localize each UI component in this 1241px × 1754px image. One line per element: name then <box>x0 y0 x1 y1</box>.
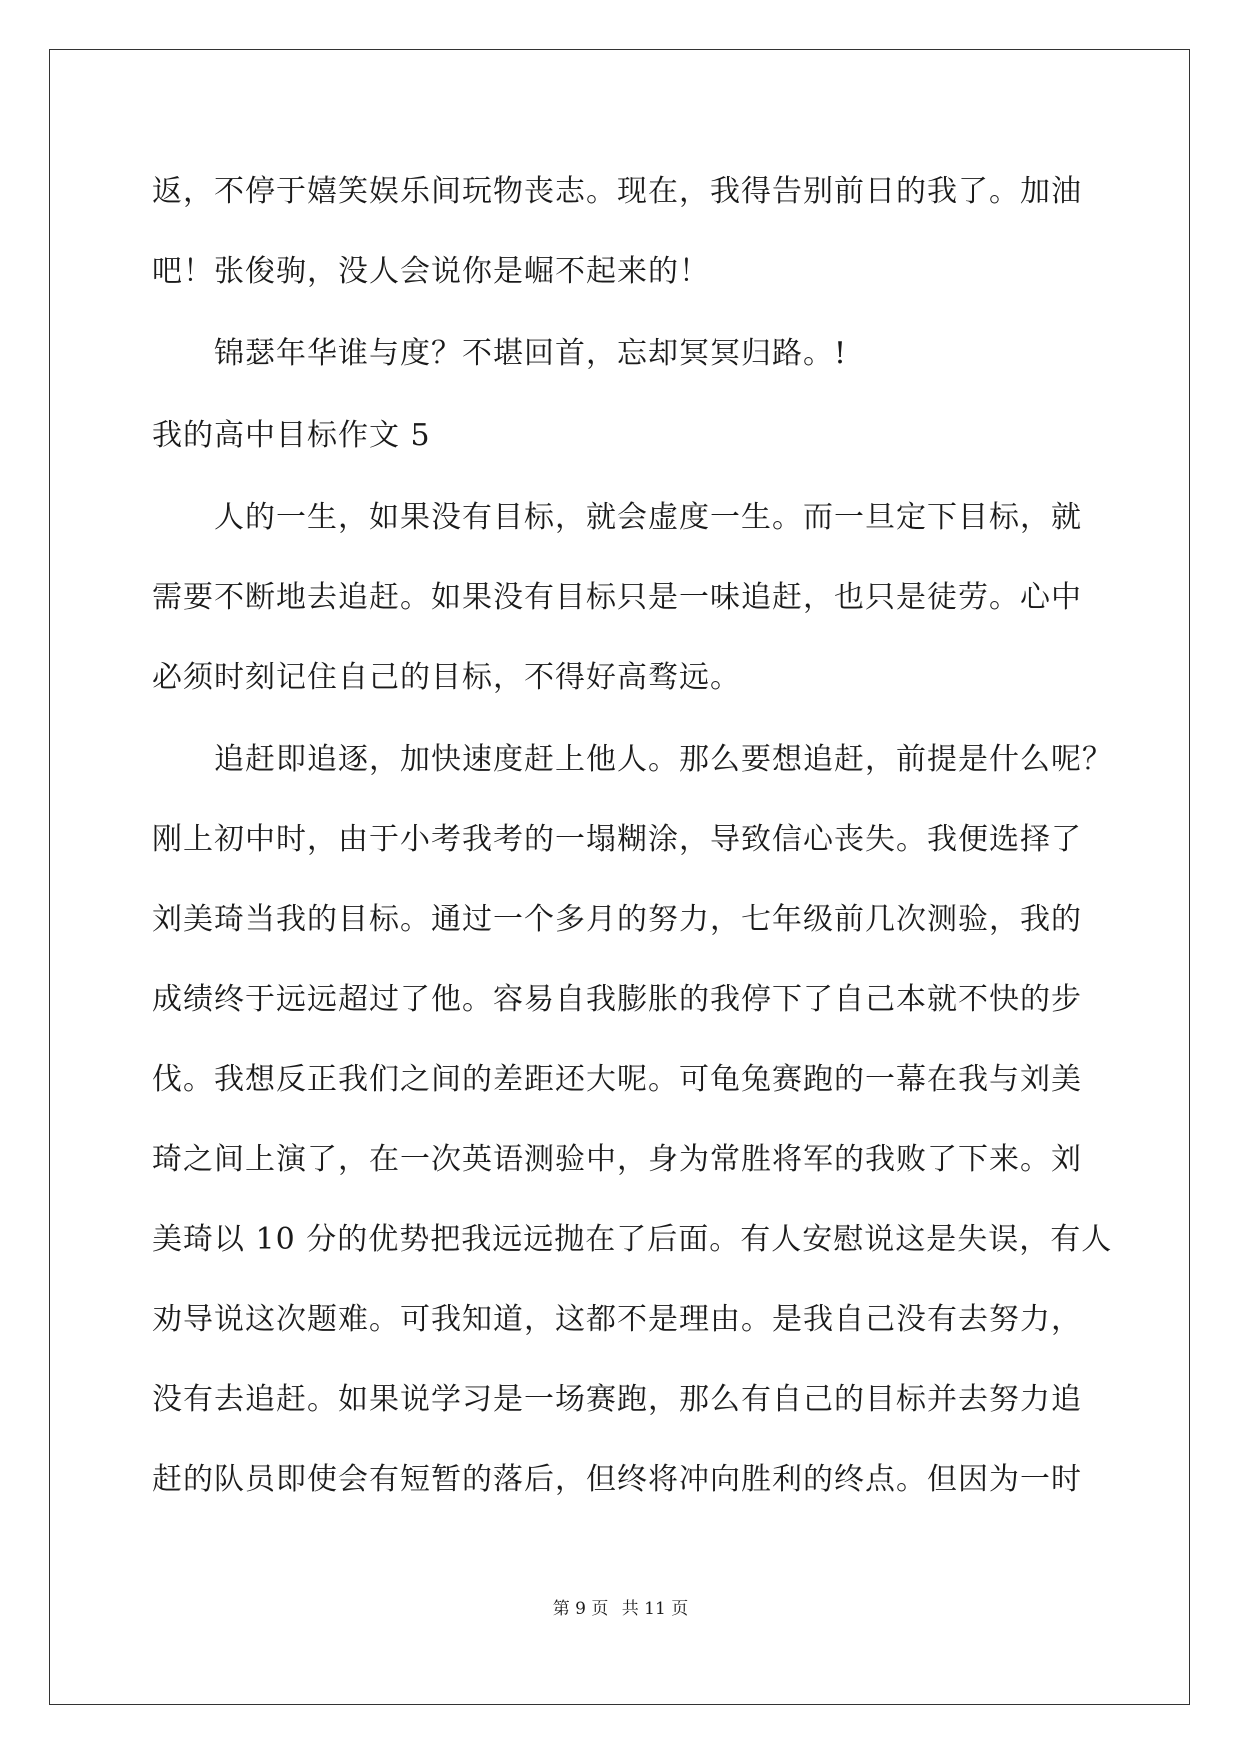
text-line: 琦之间上演了，在一次英语测验中，身为常胜将军的我败了下来。刘 <box>152 1142 1082 1177</box>
page-footer <box>0 1598 1241 1620</box>
text-line: 追赶即追逐，加快速度赶上他人。那么要想追赶，前提是什么呢？ <box>214 742 1113 777</box>
text-line: 返，不停于嬉笑娱乐间玩物丧志。现在，我得告别前日的我了。加油 <box>152 174 1082 209</box>
text-line: 锦瑟年华谁与度？不堪回首，忘却冥冥归路。! <box>214 336 848 371</box>
page-number-current: 第 9 页 <box>552 1599 609 1619</box>
text-line: 赶的队员即使会有短暂的落后，但终将冲向胜利的终点。但因为一时 <box>152 1462 1082 1497</box>
text-line: 劝导说这次题难。可我知道，这都不是理由。是我自己没有去努力， <box>152 1302 1082 1337</box>
text-line: 刘美琦当我的目标。通过一个多月的努力，七年级前几次测验，我的 <box>152 902 1082 937</box>
page-number-total: 共 11 页 <box>621 1599 689 1619</box>
section-heading: 我的高中目标作文 5 <box>152 418 431 453</box>
text-line: 吧！张俊驹，没人会说你是崛不起来的！ <box>152 254 710 289</box>
text-line: 伐。我想反正我们之间的差距还大呢。可龟兔赛跑的一幕在我与刘美 <box>152 1062 1082 1097</box>
text-line: 人的一生，如果没有目标，就会虚度一生。而一旦定下目标，就 <box>214 500 1082 535</box>
text-line: 没有去追赶。如果说学习是一场赛跑，那么有自己的目标并去努力追 <box>152 1382 1082 1417</box>
text-line: 必须时刻记住自己的目标，不得好高骛远。 <box>152 660 741 695</box>
text-line: 刚上初中时，由于小考我考的一塌糊涂，导致信心丧失。我便选择了 <box>152 822 1082 857</box>
text-line: 成绩终于远远超过了他。容易自我膨胀的我停下了自己本就不快的步 <box>152 982 1082 1017</box>
text-line: 美琦以 10 分的优势把我远远抛在了后面。有人安慰说这是失误，有人 <box>152 1222 1113 1257</box>
page-border <box>49 49 1190 1705</box>
text-line: 需要不断地去追赶。如果没有目标只是一味追赶，也只是徒劳。心中 <box>152 580 1082 615</box>
